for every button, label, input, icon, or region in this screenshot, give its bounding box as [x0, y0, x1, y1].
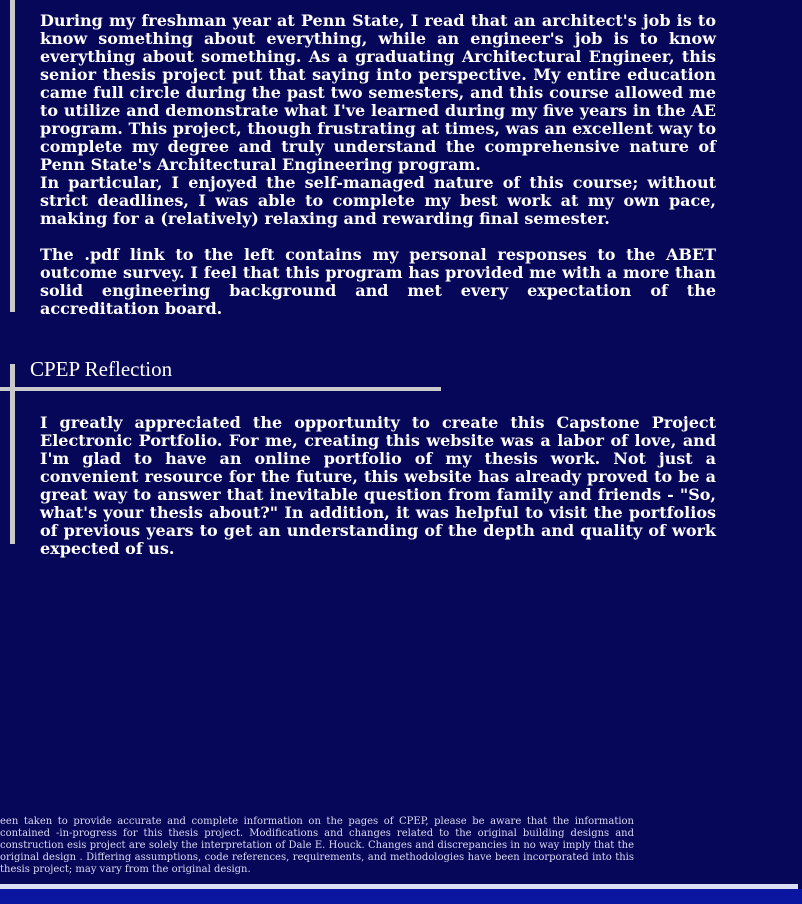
- disclaimer-text: een taken to provide accurate and complete information on the pages of CPEP, please be aware that the information contained -in-progress for this thesis project. Modifications and changes related to the original building designs and construction esis project are solely the interpretation of Dale E. Houck. Changes and discrepancies in no way imply that the original design . Differing assumptions, code references, requirements, and methodologies have been incorporated into this thesis project; may vary from the original design.: [0, 816, 634, 875]
- reflection-paragraph-2: In particular, I enjoyed the self-managed nature of this course; without strict deadlines, I was able to complete my best work at my own pace, making for a (relatively) relaxing and rewarding final semester.: [40, 173, 716, 228]
- reflection-section: [10, 0, 725, 318]
- reflection-paragraph-1: During my freshman year at Penn State, I read that an architect's job is to know something about everything, while an engineer's job is to know everything about something. As a graduating Architectural Engineer, this senior thesis project put that saying into perspective. My entire education came full circle during the past two semesters, and this course allowed me to utilize and demonstrate what I've learned during my five years in the AE program. This project, though frustrating at times, was an excellent way to complete my degree and truly understand the comprehensive nature of Penn State's Architectural Engineering program.: [40, 11, 716, 174]
- cpep-section-left-rule: [10, 364, 15, 544]
- cpep-reflection-heading: CPEP Reflection: [30, 357, 173, 381]
- cpep-reflection-paragraph: I greatly appreciated the opportunity to create this Capstone Project Electronic Portfolio. For me, creating this website was a labor of love, and I'm glad to have an online portfolio of my thesis work. Not just a convenient resource for the future, this website has already proved to be a great way to answer that inevitable question from family and friends - "So, what's your thesis about?" In addition, it was helpful to visit the portfolios of previous years to get an understanding of the depth and quality of work expected of us.: [40, 413, 716, 558]
- footer-band: [0, 889, 802, 904]
- cpep-heading-underline: [0, 387, 441, 391]
- reflection-paragraph-3: The .pdf link to the left contains my personal responses to the ABET outcome survey. I feel that this program has provided me with a more than solid engineering background and met every expectation of the accreditation board.: [40, 245, 716, 318]
